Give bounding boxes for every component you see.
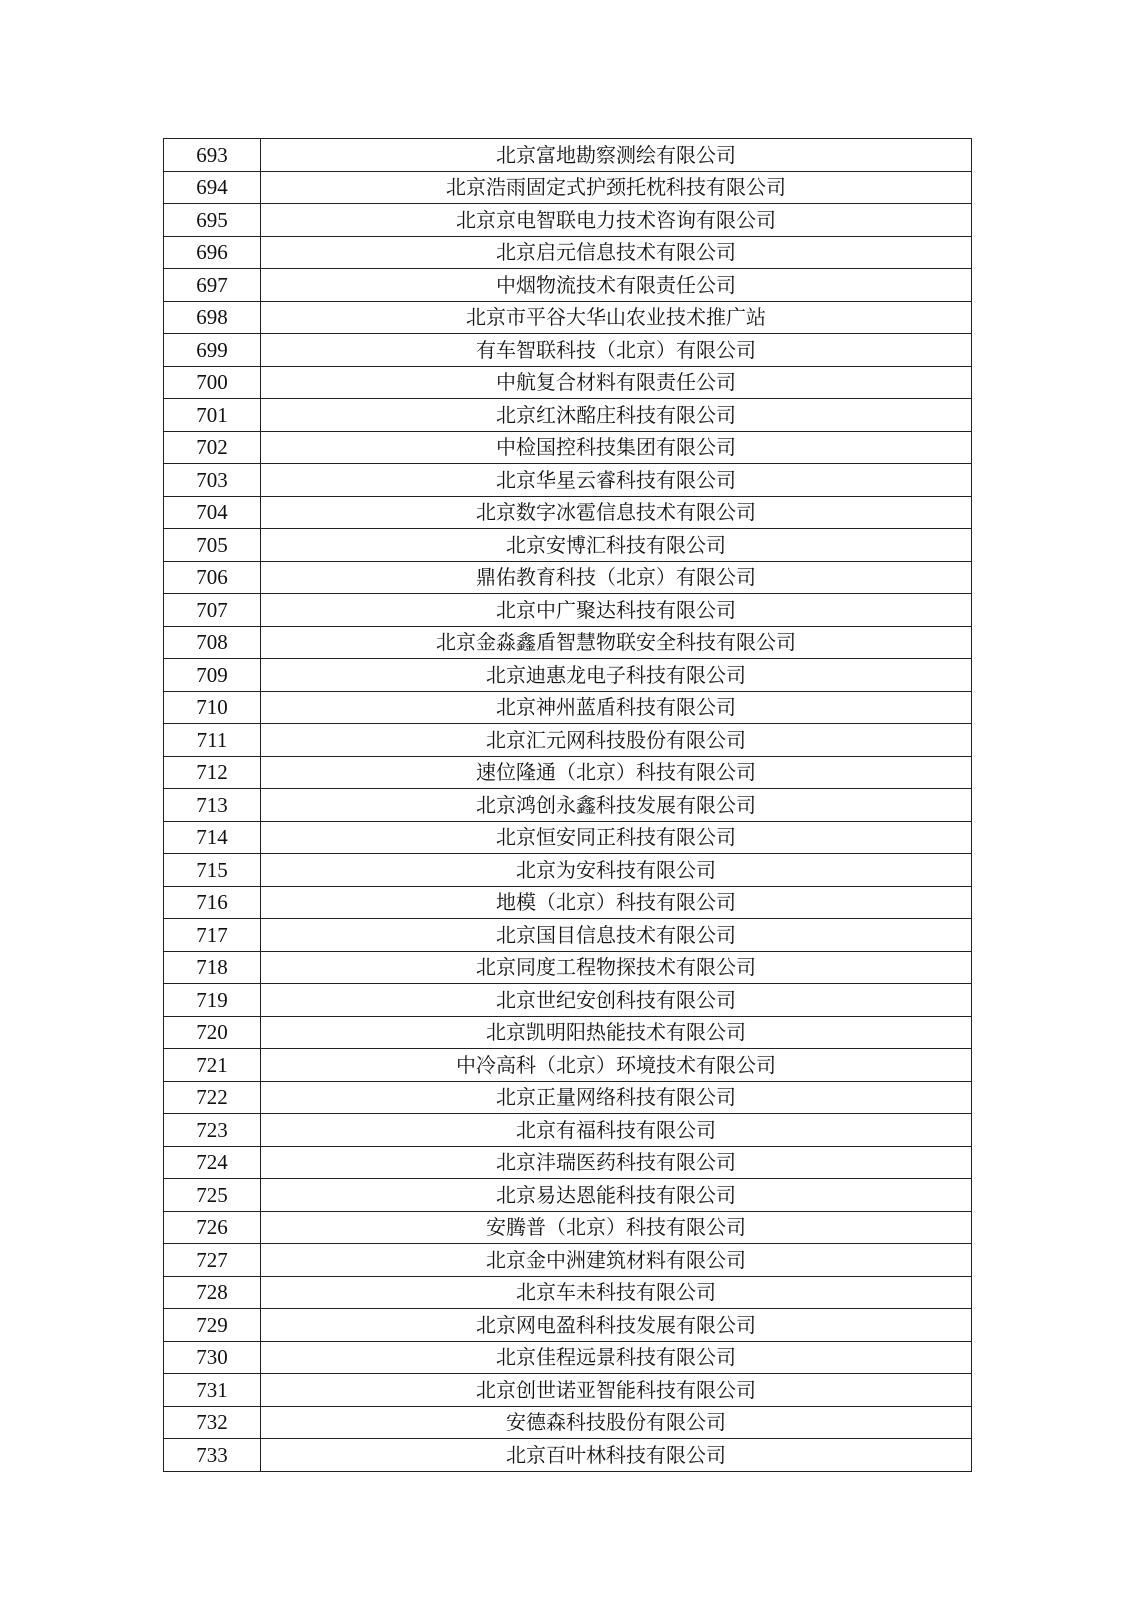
row-number: 730 <box>164 1341 261 1374</box>
table-row <box>164 724 972 757</box>
company-name: 北京市平谷大华山农业技术推广站 <box>261 301 972 334</box>
company-name: 有车智联科技（北京）有限公司 <box>261 334 972 367</box>
company-name: 北京华星云睿科技有限公司 <box>261 464 972 497</box>
company-name: 北京创世诺亚智能科技有限公司 <box>261 1374 972 1407</box>
row-number: 710 <box>164 691 261 724</box>
row-number: 723 <box>164 1114 261 1147</box>
table-row <box>164 236 972 269</box>
table-row <box>164 269 972 302</box>
row-number: 714 <box>164 821 261 854</box>
table-row <box>164 464 972 497</box>
table-row <box>164 886 972 919</box>
row-number: 708 <box>164 626 261 659</box>
company-name: 北京迪惠龙电子科技有限公司 <box>261 659 972 692</box>
table-row <box>164 1406 972 1439</box>
row-number: 694 <box>164 171 261 204</box>
row-number: 716 <box>164 886 261 919</box>
row-number: 709 <box>164 659 261 692</box>
company-name: 中航复合材料有限责任公司 <box>261 366 972 399</box>
company-name: 北京车未科技有限公司 <box>261 1276 972 1309</box>
company-name: 北京网电盈科科技发展有限公司 <box>261 1309 972 1342</box>
row-number: 719 <box>164 984 261 1017</box>
company-list-body <box>164 139 972 1472</box>
company-name: 北京金中洲建筑材料有限公司 <box>261 1244 972 1277</box>
row-number: 712 <box>164 756 261 789</box>
row-number: 722 <box>164 1081 261 1114</box>
company-name: 北京汇元网科技股份有限公司 <box>261 724 972 757</box>
row-number: 721 <box>164 1049 261 1082</box>
table-row <box>164 204 972 237</box>
row-number: 705 <box>164 529 261 562</box>
company-name: 鼎佑教育科技（北京）有限公司 <box>261 561 972 594</box>
table-row <box>164 626 972 659</box>
company-name: 北京安博汇科技有限公司 <box>261 529 972 562</box>
table-row <box>164 1341 972 1374</box>
table-row <box>164 1211 972 1244</box>
table-row <box>164 1146 972 1179</box>
table-row <box>164 821 972 854</box>
row-number: 731 <box>164 1374 261 1407</box>
table-row <box>164 1016 972 1049</box>
company-name: 北京凯明阳热能技术有限公司 <box>261 1016 972 1049</box>
row-number: 701 <box>164 399 261 432</box>
company-name: 北京正量网络科技有限公司 <box>261 1081 972 1114</box>
row-number: 727 <box>164 1244 261 1277</box>
company-name: 北京世纪安创科技有限公司 <box>261 984 972 1017</box>
company-name: 中烟物流技术有限责任公司 <box>261 269 972 302</box>
company-name: 北京国目信息技术有限公司 <box>261 919 972 952</box>
row-number: 702 <box>164 431 261 464</box>
company-name: 安德森科技股份有限公司 <box>261 1406 972 1439</box>
table-row <box>164 659 972 692</box>
table-row <box>164 854 972 887</box>
table-row <box>164 1244 972 1277</box>
table-row <box>164 171 972 204</box>
row-number: 728 <box>164 1276 261 1309</box>
company-name: 北京浩雨固定式护颈托枕科技有限公司 <box>261 171 972 204</box>
company-name: 北京启元信息技术有限公司 <box>261 236 972 269</box>
table-row <box>164 1179 972 1212</box>
row-number: 693 <box>164 139 261 172</box>
company-name: 北京京电智联电力技术咨询有限公司 <box>261 204 972 237</box>
table-row <box>164 334 972 367</box>
company-name: 北京同度工程物探技术有限公司 <box>261 951 972 984</box>
table-row <box>164 1049 972 1082</box>
company-name: 北京中广聚达科技有限公司 <box>261 594 972 627</box>
company-name: 北京红沐酩庄科技有限公司 <box>261 399 972 432</box>
row-number: 733 <box>164 1439 261 1472</box>
table-row <box>164 529 972 562</box>
company-name: 北京易达恩能科技有限公司 <box>261 1179 972 1212</box>
table-row <box>164 399 972 432</box>
table-row <box>164 594 972 627</box>
row-number: 695 <box>164 204 261 237</box>
company-name: 北京为安科技有限公司 <box>261 854 972 887</box>
table-row <box>164 984 972 1017</box>
row-number: 696 <box>164 236 261 269</box>
row-number: 703 <box>164 464 261 497</box>
row-number: 704 <box>164 496 261 529</box>
company-name: 北京佳程远景科技有限公司 <box>261 1341 972 1374</box>
company-name: 北京百叶林科技有限公司 <box>261 1439 972 1472</box>
row-number: 720 <box>164 1016 261 1049</box>
row-number: 700 <box>164 366 261 399</box>
table-row <box>164 1374 972 1407</box>
row-number: 715 <box>164 854 261 887</box>
table-row <box>164 1276 972 1309</box>
company-name: 北京金淼鑫盾智慧物联安全科技有限公司 <box>261 626 972 659</box>
table-row <box>164 756 972 789</box>
row-number: 718 <box>164 951 261 984</box>
row-number: 699 <box>164 334 261 367</box>
company-list-table <box>163 138 972 1472</box>
table-row <box>164 1081 972 1114</box>
table-row <box>164 789 972 822</box>
row-number: 706 <box>164 561 261 594</box>
row-number: 697 <box>164 269 261 302</box>
row-number: 732 <box>164 1406 261 1439</box>
table-row <box>164 431 972 464</box>
company-name: 北京富地勘察测绘有限公司 <box>261 139 972 172</box>
table-row <box>164 496 972 529</box>
row-number: 729 <box>164 1309 261 1342</box>
company-name: 北京神州蓝盾科技有限公司 <box>261 691 972 724</box>
table-row <box>164 1309 972 1342</box>
company-name: 速位隆通（北京）科技有限公司 <box>261 756 972 789</box>
table-row <box>164 1439 972 1472</box>
table-row <box>164 561 972 594</box>
company-name: 北京恒安同正科技有限公司 <box>261 821 972 854</box>
row-number: 707 <box>164 594 261 627</box>
row-number: 711 <box>164 724 261 757</box>
company-name: 中冷高科（北京）环境技术有限公司 <box>261 1049 972 1082</box>
row-number: 698 <box>164 301 261 334</box>
table-row <box>164 139 972 172</box>
company-name: 北京有福科技有限公司 <box>261 1114 972 1147</box>
row-number: 713 <box>164 789 261 822</box>
company-name: 北京数字冰雹信息技术有限公司 <box>261 496 972 529</box>
company-name: 地模（北京）科技有限公司 <box>261 886 972 919</box>
row-number: 724 <box>164 1146 261 1179</box>
row-number: 726 <box>164 1211 261 1244</box>
row-number: 725 <box>164 1179 261 1212</box>
company-name: 北京沣瑞医药科技有限公司 <box>261 1146 972 1179</box>
company-name: 中检国控科技集团有限公司 <box>261 431 972 464</box>
table-row <box>164 366 972 399</box>
table-row <box>164 951 972 984</box>
table-row <box>164 1114 972 1147</box>
company-name: 北京鸿创永鑫科技发展有限公司 <box>261 789 972 822</box>
table-row <box>164 919 972 952</box>
table-row <box>164 301 972 334</box>
company-name: 安腾普（北京）科技有限公司 <box>261 1211 972 1244</box>
row-number: 717 <box>164 919 261 952</box>
table-row <box>164 691 972 724</box>
